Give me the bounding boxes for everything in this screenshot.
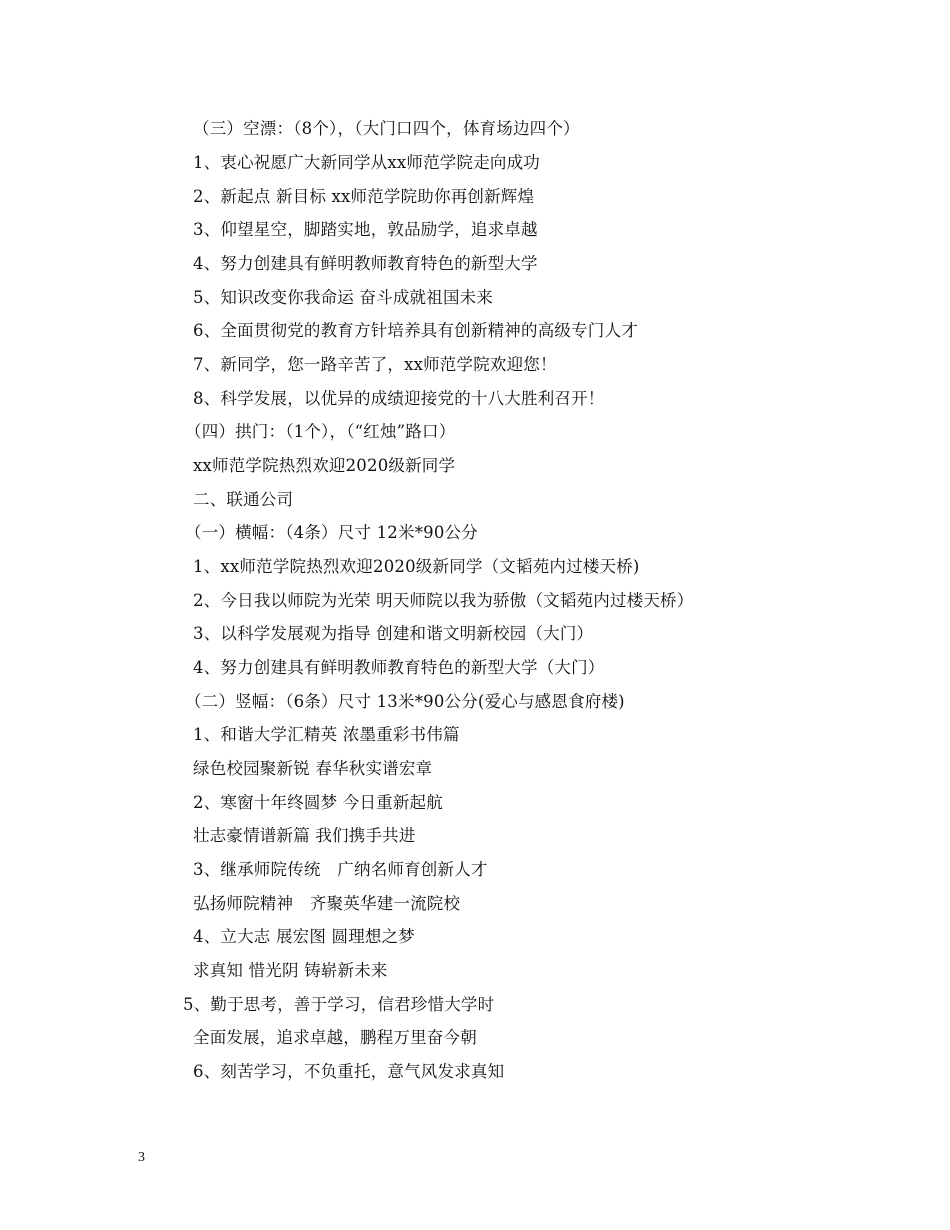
slogan-line: 1、衷心祝愿广大新同学从xx师范学院走向成功 xyxy=(193,153,541,172)
slogan-line: 绿色校园聚新锐 春华秋实谱宏章 xyxy=(193,759,433,778)
slogan-line: 2、新起点 新目标 xx师范学院助你再创新辉煌 xyxy=(193,187,535,206)
slogan-line: 求真知 惜光阴 铸崭新未来 xyxy=(193,961,388,980)
slogan-line: 3、以科学发展观为指导 创建和谐文明新校园（大门） xyxy=(193,624,594,643)
slogan-line: 弘扬师院精神 齐聚英华建一流院校 xyxy=(193,894,461,913)
slogan-line: 5、知识改变你我命运 奋斗成就祖国未来 xyxy=(193,288,494,307)
subsection-heading-vertical-banners: （二）竖幅：（6条）尺寸 13米*90公分(爱心与感恩食府楼) xyxy=(185,692,625,711)
slogan-line: 5、勤于思考，善于学习，信君珍惜大学时 xyxy=(183,995,495,1014)
subsection-heading-banners: （一）横幅：（4条）尺寸 12米*90公分 xyxy=(185,523,478,542)
slogan-line: 4、努力创建具有鲜明教师教育特色的新型大学（大门） xyxy=(193,658,605,677)
section-heading-air-balloons: （三）空漂：（8个），（大门口四个，体育场边四个） xyxy=(193,119,580,138)
slogan-line: xx师范学院热烈欢迎2020级新同学 xyxy=(193,456,456,475)
slogan-line: 8、科学发展，以优异的成绩迎接党的十八大胜利召开！ xyxy=(193,389,605,408)
slogan-line: 全面发展，追求卓越，鹏程万里奋今朝 xyxy=(193,1028,477,1047)
slogan-line: 壮志豪情谱新篇 我们携手共进 xyxy=(193,826,416,845)
slogan-line: 1、xx师范学院热烈欢迎2020级新同学（文韬苑内过楼天桥) xyxy=(193,557,640,576)
slogan-line: 2、今日我以师院为光荣 明天师院以我为骄傲（文韬苑内过楼天桥） xyxy=(193,591,694,610)
section-heading-unicom: 二、联通公司 xyxy=(193,490,294,509)
section-heading-archway: （四）拱门：（1个），（“红烛”路口） xyxy=(185,422,456,441)
slogan-line: 4、努力创建具有鲜明教师教育特色的新型大学 xyxy=(193,254,538,273)
slogan-line: 6、全面贯彻党的教育方针培养具有创新精神的高级专门人才 xyxy=(193,321,638,340)
slogan-line: 7、新同学，您一路辛苦了，xx师范学院欢迎您！ xyxy=(193,355,557,374)
slogan-line: 2、寒窗十年终圆梦 今日重新起航 xyxy=(193,793,443,812)
slogan-line: 6、刻苦学习，不负重托，意气风发求真知 xyxy=(193,1062,505,1081)
page-number: 3 xyxy=(138,1150,145,1165)
slogan-line: 1、和谐大学汇精英 浓墨重彩书伟篇 xyxy=(193,725,460,744)
slogan-line: 3、仰望星空，脚踏实地，敦品励学，追求卓越 xyxy=(193,220,538,239)
slogan-line: 3、继承师院传统 广纳名师育创新人才 xyxy=(193,860,488,879)
slogan-line: 4、立大志 展宏图 圆理想之梦 xyxy=(193,927,415,946)
